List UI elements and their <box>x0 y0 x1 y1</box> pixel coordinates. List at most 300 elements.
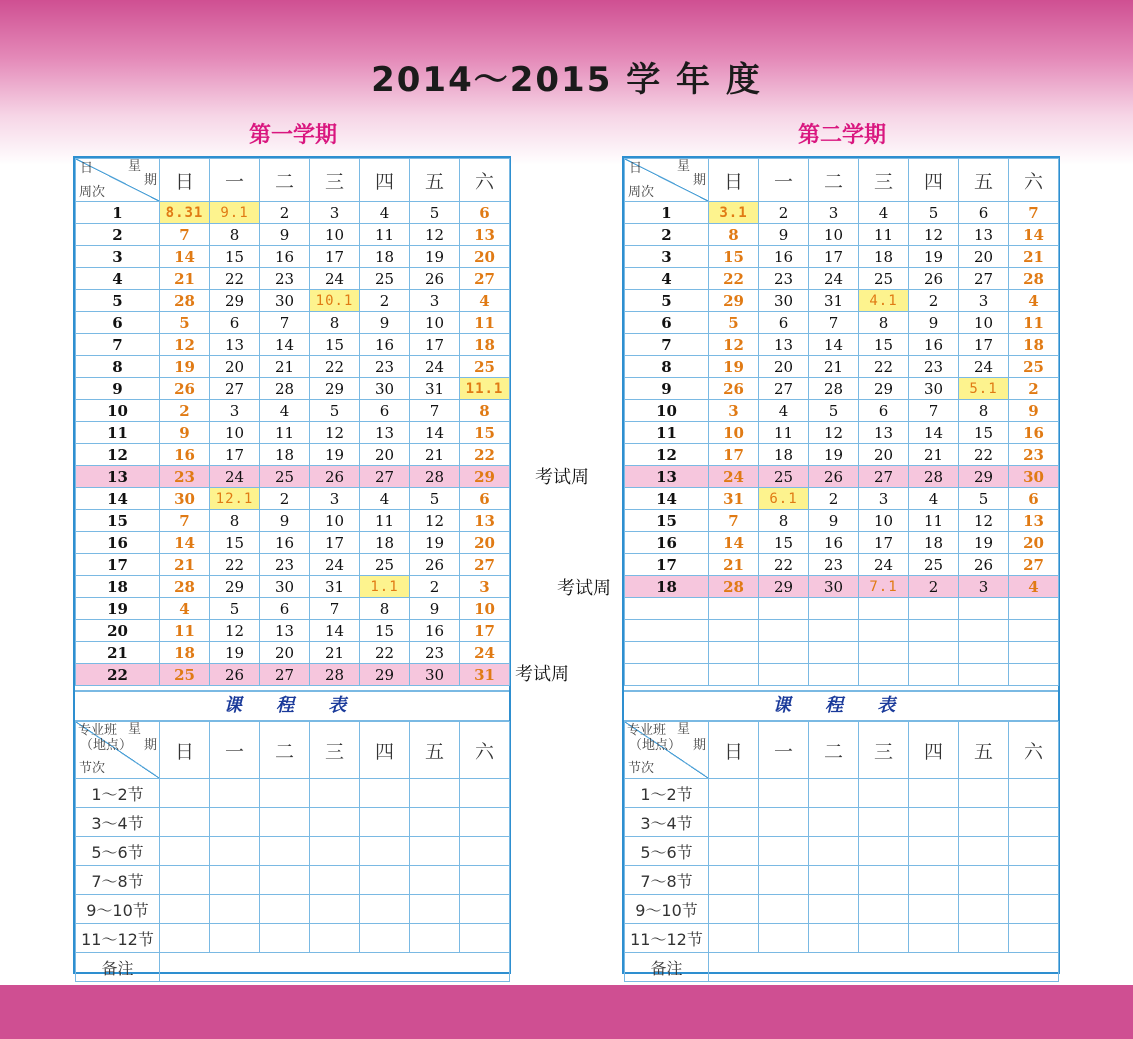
date-cell: 9 <box>160 422 210 444</box>
schedule-cell[interactable] <box>959 924 1009 953</box>
schedule-cell[interactable] <box>260 808 310 837</box>
date-cell: 21 <box>809 356 859 378</box>
date-cell: 26 <box>210 664 260 686</box>
date-cell: 15 <box>859 334 909 356</box>
date-cell: 17 <box>809 246 859 268</box>
period-label: 5～6节 <box>625 837 709 866</box>
date-cell: 23 <box>1009 444 1059 466</box>
date-cell: 7 <box>909 400 959 422</box>
schedule-cell[interactable] <box>809 866 859 895</box>
schedule-cell[interactable] <box>809 779 859 808</box>
week-number: 17 <box>76 554 160 576</box>
date-cell: 13 <box>210 334 260 356</box>
schedule-cell[interactable] <box>859 837 909 866</box>
empty-cell <box>959 598 1009 620</box>
schedule-cell[interactable] <box>909 895 959 924</box>
date-cell: 9 <box>759 224 809 246</box>
date-cell: 26 <box>410 268 460 290</box>
date-cell: 6 <box>260 598 310 620</box>
week-row <box>76 268 510 290</box>
week-number: 7 <box>625 334 709 356</box>
date-cell: 24 <box>709 466 759 488</box>
corner-label-week-xing: 星 <box>676 159 690 174</box>
schedule-cell[interactable] <box>959 808 1009 837</box>
week-number: 15 <box>76 510 160 532</box>
date-cell: 29 <box>959 466 1009 488</box>
date-cell: 2 <box>909 576 959 598</box>
date-cell: 18 <box>260 444 310 466</box>
weekday-header: 一 <box>210 159 260 202</box>
schedule-cell[interactable] <box>410 895 460 924</box>
schedule-cell[interactable] <box>310 779 360 808</box>
week-row <box>76 334 510 356</box>
week-row <box>76 576 510 598</box>
date-cell: 19 <box>410 246 460 268</box>
schedule-cell[interactable] <box>360 924 410 953</box>
date-cell: 14 <box>160 246 210 268</box>
schedule-cell[interactable] <box>460 837 510 866</box>
schedule-cell[interactable] <box>160 924 210 953</box>
date-cell: 5 <box>410 488 460 510</box>
date-cell: 10 <box>310 224 360 246</box>
schedule-cell[interactable] <box>709 924 759 953</box>
calendar-header-row <box>625 159 1059 202</box>
week-number: 9 <box>625 378 709 400</box>
schedule-cell[interactable] <box>310 866 360 895</box>
schedule-cell[interactable] <box>460 779 510 808</box>
date-cell: 23 <box>260 268 310 290</box>
week-number: 18 <box>76 576 160 598</box>
schedule-cell[interactable] <box>460 924 510 953</box>
date-cell: 2 <box>360 290 410 312</box>
schedule-cell[interactable] <box>809 924 859 953</box>
empty-cell <box>625 620 709 642</box>
date-cell: 11 <box>360 224 410 246</box>
week-number: 13 <box>625 466 709 488</box>
date-cell: 27 <box>460 268 510 290</box>
schedule-cell[interactable] <box>859 924 909 953</box>
week-row <box>76 532 510 554</box>
date-cell: 4 <box>160 598 210 620</box>
date-cell: 6 <box>360 400 410 422</box>
weekday-header: 三 <box>859 159 909 202</box>
schedule-cell[interactable] <box>410 866 460 895</box>
schedule-row <box>625 779 1059 808</box>
date-cell: 13 <box>859 422 909 444</box>
week-number: 9 <box>76 378 160 400</box>
weekday-header: 五 <box>959 722 1009 779</box>
date-cell: 15 <box>210 532 260 554</box>
date-cell: 4 <box>759 400 809 422</box>
corner-label-week-xing: 星 <box>676 722 690 737</box>
schedule-cell[interactable] <box>759 895 809 924</box>
schedule-cell[interactable] <box>709 779 759 808</box>
date-cell: 10.1 <box>310 290 360 312</box>
notes-cell[interactable] <box>709 953 1059 982</box>
date-cell: 17 <box>959 334 1009 356</box>
semester-1-panel <box>73 156 511 978</box>
date-cell: 19 <box>709 356 759 378</box>
date-cell: 5.1 <box>959 378 1009 400</box>
schedule-cell[interactable] <box>360 895 410 924</box>
date-cell: 9 <box>360 312 410 334</box>
date-cell: 30 <box>1009 466 1059 488</box>
date-cell: 7 <box>310 598 360 620</box>
weekday-header: 二 <box>809 159 859 202</box>
date-cell: 27 <box>210 378 260 400</box>
week-number: 13 <box>76 466 160 488</box>
schedule-cell[interactable] <box>809 808 859 837</box>
week-row <box>76 290 510 312</box>
date-cell: 21 <box>160 554 210 576</box>
date-cell: 20 <box>759 356 809 378</box>
date-cell: 7 <box>809 312 859 334</box>
schedule-cell[interactable] <box>160 895 210 924</box>
date-cell: 24 <box>859 554 909 576</box>
date-cell: 30 <box>809 576 859 598</box>
schedule-cell[interactable] <box>160 808 210 837</box>
corner-label-week-qi: 期 <box>143 738 157 753</box>
weekday-header: 六 <box>1009 722 1059 779</box>
date-cell: 14 <box>1009 224 1059 246</box>
schedule-cell[interactable] <box>1009 866 1059 895</box>
schedule-cell[interactable] <box>959 779 1009 808</box>
date-cell: 16 <box>809 532 859 554</box>
date-cell: 10 <box>460 598 510 620</box>
schedule-header-row <box>625 722 1059 779</box>
corner-label-class: 专业班 <box>78 723 118 738</box>
week-number: 4 <box>625 268 709 290</box>
schedule-row <box>76 837 510 866</box>
schedule-cell[interactable] <box>859 808 909 837</box>
date-cell: 10 <box>959 312 1009 334</box>
calendar-table <box>624 158 1059 686</box>
schedule-cell[interactable] <box>909 837 959 866</box>
date-cell: 13 <box>260 620 310 642</box>
week-number: 18 <box>625 576 709 598</box>
empty-cell <box>859 620 909 642</box>
week-number: 15 <box>625 510 709 532</box>
schedule-table <box>624 721 1059 982</box>
date-cell: 13 <box>460 510 510 532</box>
schedule-row <box>625 808 1059 837</box>
date-cell: 28 <box>709 576 759 598</box>
schedule-cell[interactable] <box>759 808 809 837</box>
calendar-corner-cell <box>76 159 160 202</box>
schedule-cell[interactable] <box>210 837 260 866</box>
date-cell: 23 <box>360 356 410 378</box>
date-cell: 6 <box>759 312 809 334</box>
schedule-cell[interactable] <box>310 837 360 866</box>
schedule-cell[interactable] <box>1009 924 1059 953</box>
week-number: 6 <box>625 312 709 334</box>
week-row <box>76 554 510 576</box>
date-cell: 11 <box>859 224 909 246</box>
date-cell: 19 <box>410 532 460 554</box>
schedule-cell[interactable] <box>759 779 809 808</box>
date-cell: 18 <box>859 246 909 268</box>
corner-label-location: （地点） <box>80 738 133 753</box>
date-cell: 7.1 <box>859 576 909 598</box>
date-cell: 17 <box>709 444 759 466</box>
week-row <box>76 664 510 686</box>
schedule-cell[interactable] <box>360 837 410 866</box>
schedule-cell[interactable] <box>709 808 759 837</box>
date-cell: 25 <box>909 554 959 576</box>
schedule-row <box>76 866 510 895</box>
week-row <box>625 400 1059 422</box>
date-cell: 23 <box>759 268 809 290</box>
week-number: 12 <box>625 444 709 466</box>
week-number: 1 <box>76 202 160 224</box>
diagonal-header <box>625 159 708 201</box>
date-cell: 13 <box>360 422 410 444</box>
week-number: 2 <box>76 224 160 246</box>
exam-week-label: 考试周 <box>535 467 589 488</box>
date-cell: 24 <box>310 554 360 576</box>
schedule-cell[interactable] <box>410 924 460 953</box>
date-cell: 2 <box>759 202 809 224</box>
date-cell: 3 <box>959 576 1009 598</box>
date-cell: 26 <box>809 466 859 488</box>
date-cell: 28 <box>909 466 959 488</box>
week-number: 11 <box>625 422 709 444</box>
date-cell: 1.1 <box>360 576 410 598</box>
schedule-cell[interactable] <box>260 866 310 895</box>
empty-week-row <box>625 642 1059 664</box>
empty-cell <box>809 642 859 664</box>
date-cell: 14 <box>909 422 959 444</box>
period-label: 7～8节 <box>625 866 709 895</box>
schedule-cell[interactable] <box>1009 837 1059 866</box>
empty-cell <box>759 598 809 620</box>
schedule-cell[interactable] <box>310 895 360 924</box>
date-cell: 18 <box>160 642 210 664</box>
schedule-cell[interactable] <box>959 895 1009 924</box>
date-cell: 23 <box>909 356 959 378</box>
schedule-cell[interactable] <box>310 924 360 953</box>
date-cell: 11.1 <box>460 378 510 400</box>
schedule-title: 课 程 表 <box>75 690 509 721</box>
schedule-cell[interactable] <box>460 866 510 895</box>
date-cell: 3 <box>210 400 260 422</box>
week-number: 11 <box>76 422 160 444</box>
schedule-cell[interactable] <box>709 866 759 895</box>
period-label: 7～8节 <box>76 866 160 895</box>
date-cell: 12.1 <box>210 488 260 510</box>
date-cell: 23 <box>809 554 859 576</box>
schedule-cell[interactable] <box>160 866 210 895</box>
schedule-cell[interactable] <box>1009 895 1059 924</box>
date-cell: 9 <box>410 598 460 620</box>
week-number: 3 <box>625 246 709 268</box>
calendar-header-row <box>76 159 510 202</box>
date-cell: 15 <box>360 620 410 642</box>
date-cell: 9 <box>260 510 310 532</box>
schedule-cell[interactable] <box>410 779 460 808</box>
date-cell: 7 <box>709 510 759 532</box>
weekday-header: 五 <box>410 159 460 202</box>
date-cell: 31 <box>460 664 510 686</box>
date-cell: 27 <box>260 664 310 686</box>
date-cell: 24 <box>410 356 460 378</box>
weekday-header: 六 <box>460 722 510 779</box>
date-cell: 24 <box>310 268 360 290</box>
week-number: 10 <box>625 400 709 422</box>
corner-label-period: 节次 <box>628 761 655 776</box>
schedule-cell[interactable] <box>909 866 959 895</box>
schedule-cell[interactable] <box>759 837 809 866</box>
date-cell: 14 <box>260 334 310 356</box>
schedule-cell[interactable] <box>360 779 410 808</box>
schedule-row <box>76 953 510 982</box>
date-cell: 9 <box>909 312 959 334</box>
weekday-header: 四 <box>909 159 959 202</box>
schedule-cell[interactable] <box>959 837 1009 866</box>
date-cell: 31 <box>709 488 759 510</box>
empty-cell <box>1009 642 1059 664</box>
date-cell: 3 <box>410 290 460 312</box>
date-cell: 12 <box>410 510 460 532</box>
schedule-cell[interactable] <box>959 866 1009 895</box>
schedule-cell[interactable] <box>709 837 759 866</box>
schedule-cell[interactable] <box>210 924 260 953</box>
schedule-cell[interactable] <box>709 895 759 924</box>
empty-cell <box>909 642 959 664</box>
date-cell: 8 <box>210 510 260 532</box>
schedule-cell[interactable] <box>210 779 260 808</box>
schedule-cell[interactable] <box>460 895 510 924</box>
empty-week-row <box>625 620 1059 642</box>
week-number: 20 <box>76 620 160 642</box>
date-cell: 28 <box>160 290 210 312</box>
date-cell: 21 <box>260 356 310 378</box>
week-number: 16 <box>625 532 709 554</box>
weekday-header: 三 <box>859 722 909 779</box>
empty-cell <box>859 664 909 686</box>
date-cell: 2 <box>260 488 310 510</box>
schedule-cell[interactable] <box>859 866 909 895</box>
date-cell: 4 <box>859 202 909 224</box>
calendar-corner-cell <box>625 159 709 202</box>
week-number: 1 <box>625 202 709 224</box>
date-cell: 5 <box>709 312 759 334</box>
date-cell: 25 <box>160 664 210 686</box>
schedule-cell[interactable] <box>210 808 260 837</box>
week-number: 12 <box>76 444 160 466</box>
week-number: 7 <box>76 334 160 356</box>
schedule-cell[interactable] <box>260 924 310 953</box>
date-cell: 28 <box>310 664 360 686</box>
week-row <box>76 620 510 642</box>
schedule-cell[interactable] <box>759 924 809 953</box>
week-row <box>625 510 1059 532</box>
date-cell: 18 <box>1009 334 1059 356</box>
schedule-cell[interactable] <box>260 837 310 866</box>
date-cell: 28 <box>809 378 859 400</box>
date-cell: 8.31 <box>160 202 210 224</box>
date-cell: 3.1 <box>709 202 759 224</box>
schedule-cell[interactable] <box>859 895 909 924</box>
date-cell: 11 <box>759 422 809 444</box>
schedule-cell[interactable] <box>360 866 410 895</box>
schedule-cell[interactable] <box>809 837 859 866</box>
schedule-title: 课 程 表 <box>624 690 1058 721</box>
schedule-cell[interactable] <box>859 779 909 808</box>
date-cell: 18 <box>360 246 410 268</box>
date-cell: 22 <box>360 642 410 664</box>
schedule-cell[interactable] <box>1009 808 1059 837</box>
schedule-corner-cell <box>625 722 709 779</box>
empty-cell <box>809 598 859 620</box>
schedule-cell[interactable] <box>909 779 959 808</box>
date-cell: 14 <box>160 532 210 554</box>
schedule-cell[interactable] <box>410 837 460 866</box>
date-cell: 15 <box>310 334 360 356</box>
weekday-header: 三 <box>310 722 360 779</box>
schedule-cell[interactable] <box>210 895 260 924</box>
schedule-cell[interactable] <box>310 808 360 837</box>
date-cell: 26 <box>160 378 210 400</box>
empty-cell <box>859 642 909 664</box>
schedule-cell[interactable] <box>260 895 310 924</box>
date-cell: 27 <box>460 554 510 576</box>
date-cell: 14 <box>410 422 460 444</box>
schedule-cell[interactable] <box>360 808 410 837</box>
schedule-cell[interactable] <box>909 924 959 953</box>
schedule-cell[interactable] <box>759 866 809 895</box>
date-cell: 4 <box>460 290 510 312</box>
schedule-row <box>625 895 1059 924</box>
weekday-header: 日 <box>160 159 210 202</box>
weekday-header: 三 <box>310 159 360 202</box>
week-row <box>625 290 1059 312</box>
schedule-cell[interactable] <box>410 808 460 837</box>
week-number: 14 <box>76 488 160 510</box>
week-row <box>625 576 1059 598</box>
week-number: 17 <box>625 554 709 576</box>
schedule-cell[interactable] <box>460 808 510 837</box>
date-cell: 21 <box>410 444 460 466</box>
date-cell: 8 <box>759 510 809 532</box>
date-cell: 8 <box>709 224 759 246</box>
schedule-cell[interactable] <box>1009 779 1059 808</box>
date-cell: 24 <box>210 466 260 488</box>
date-cell: 6 <box>460 488 510 510</box>
date-cell: 12 <box>410 224 460 246</box>
notes-cell[interactable] <box>160 953 510 982</box>
schedule-cell[interactable] <box>909 808 959 837</box>
date-cell: 8 <box>360 598 410 620</box>
date-cell: 4.1 <box>859 290 909 312</box>
date-cell: 17 <box>460 620 510 642</box>
schedule-cell[interactable] <box>260 779 310 808</box>
schedule-cell[interactable] <box>809 895 859 924</box>
date-cell: 15 <box>460 422 510 444</box>
date-cell: 12 <box>210 620 260 642</box>
schedule-cell[interactable] <box>160 779 210 808</box>
week-number: 5 <box>625 290 709 312</box>
week-row <box>76 422 510 444</box>
date-cell: 18 <box>460 334 510 356</box>
date-cell: 22 <box>759 554 809 576</box>
schedule-cell[interactable] <box>160 837 210 866</box>
week-row <box>625 224 1059 246</box>
date-cell: 30 <box>410 664 460 686</box>
date-cell: 6 <box>959 202 1009 224</box>
schedule-cell[interactable] <box>210 866 260 895</box>
date-cell: 16 <box>410 620 460 642</box>
